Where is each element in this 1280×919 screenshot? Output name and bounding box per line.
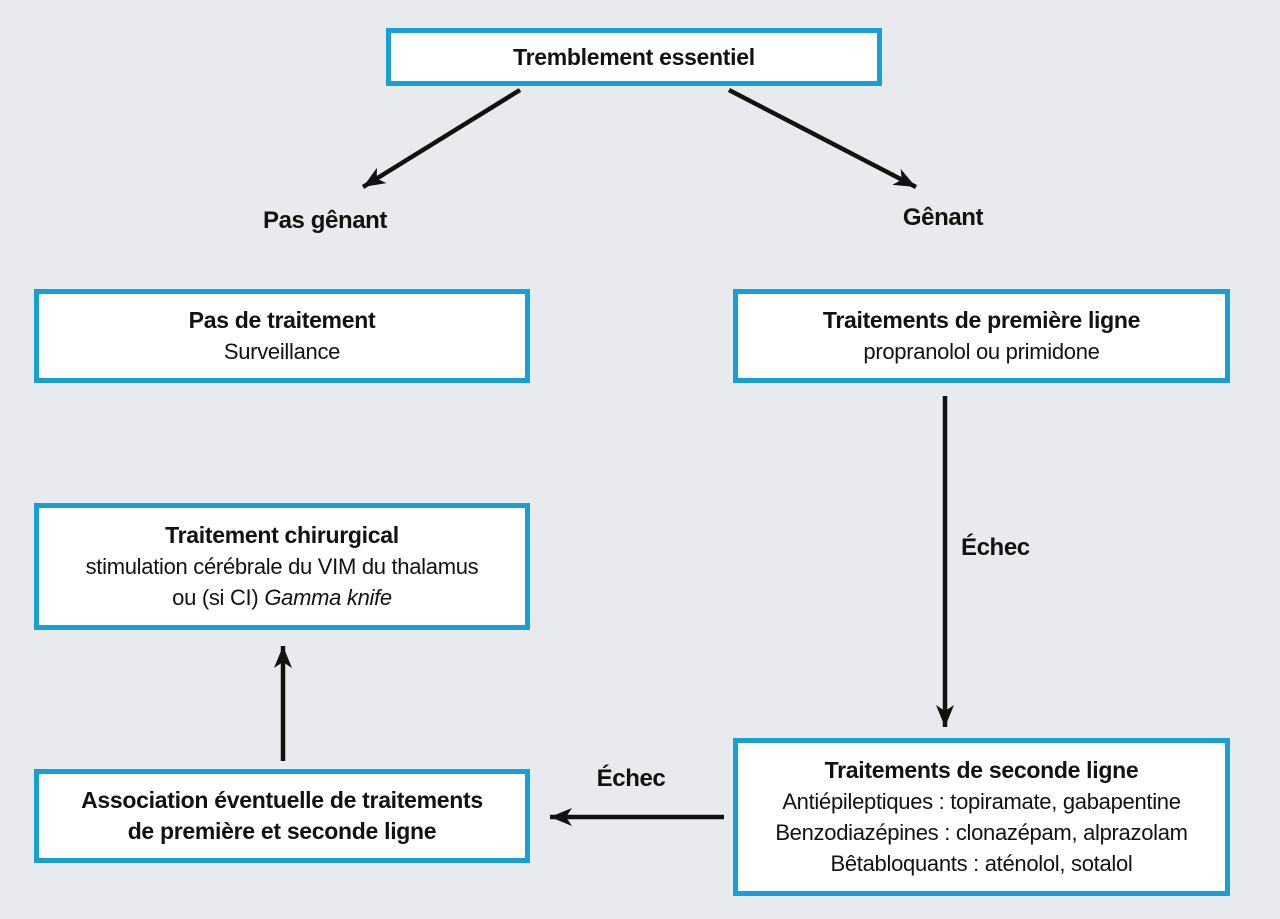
node-pas-de-traitement <box>34 289 530 383</box>
node-body-line: Bêtabloquants : aténolol, sotalol <box>830 851 1133 876</box>
node-title: Tremblement essentiel <box>513 43 755 70</box>
arrow-root-to-pas-genant <box>363 90 520 187</box>
node-tremblement-essentiel <box>386 28 882 86</box>
node-body-line: Surveillance <box>223 339 341 364</box>
node-title: Association éventuelle de traitements <box>81 787 483 813</box>
branch-label-genant: Gênant <box>902 204 984 231</box>
node-traitement-chirurgical <box>34 503 530 630</box>
node-body-italic-text: Gamma knife <box>264 585 392 610</box>
node-title: Traitement chirurgical <box>165 522 399 548</box>
node-body-line: Benzodiazépines : clonazépam, alprazolam <box>775 820 1188 845</box>
node-title: Pas de traitement <box>188 307 376 333</box>
edge-label-echec-left: Échec <box>596 765 666 792</box>
node-traitements-seconde-ligne <box>733 738 1230 896</box>
node-body-line: propranolol ou primidone <box>863 339 1100 364</box>
node-body-line: stimulation cérébrale du VIM du thalamus <box>85 554 479 579</box>
node-body-line: Antiépileptiques : topiramate, gabapentine <box>782 789 1181 814</box>
node-body-text: ou (si CI) <box>172 585 259 610</box>
node-traitements-premiere-ligne <box>733 289 1230 383</box>
arrow-root-to-genant <box>729 90 916 187</box>
node-title: de première et seconde ligne <box>127 818 437 844</box>
node-title: Traitements de seconde ligne <box>824 757 1139 783</box>
node-association-traitements <box>34 769 530 863</box>
node-body-line <box>172 582 392 613</box>
node-title: Traitements de première ligne <box>822 307 1141 333</box>
branch-label-pas-genant: Pas gênant <box>262 207 388 234</box>
edge-label-echec-right: Échec <box>961 534 1030 561</box>
